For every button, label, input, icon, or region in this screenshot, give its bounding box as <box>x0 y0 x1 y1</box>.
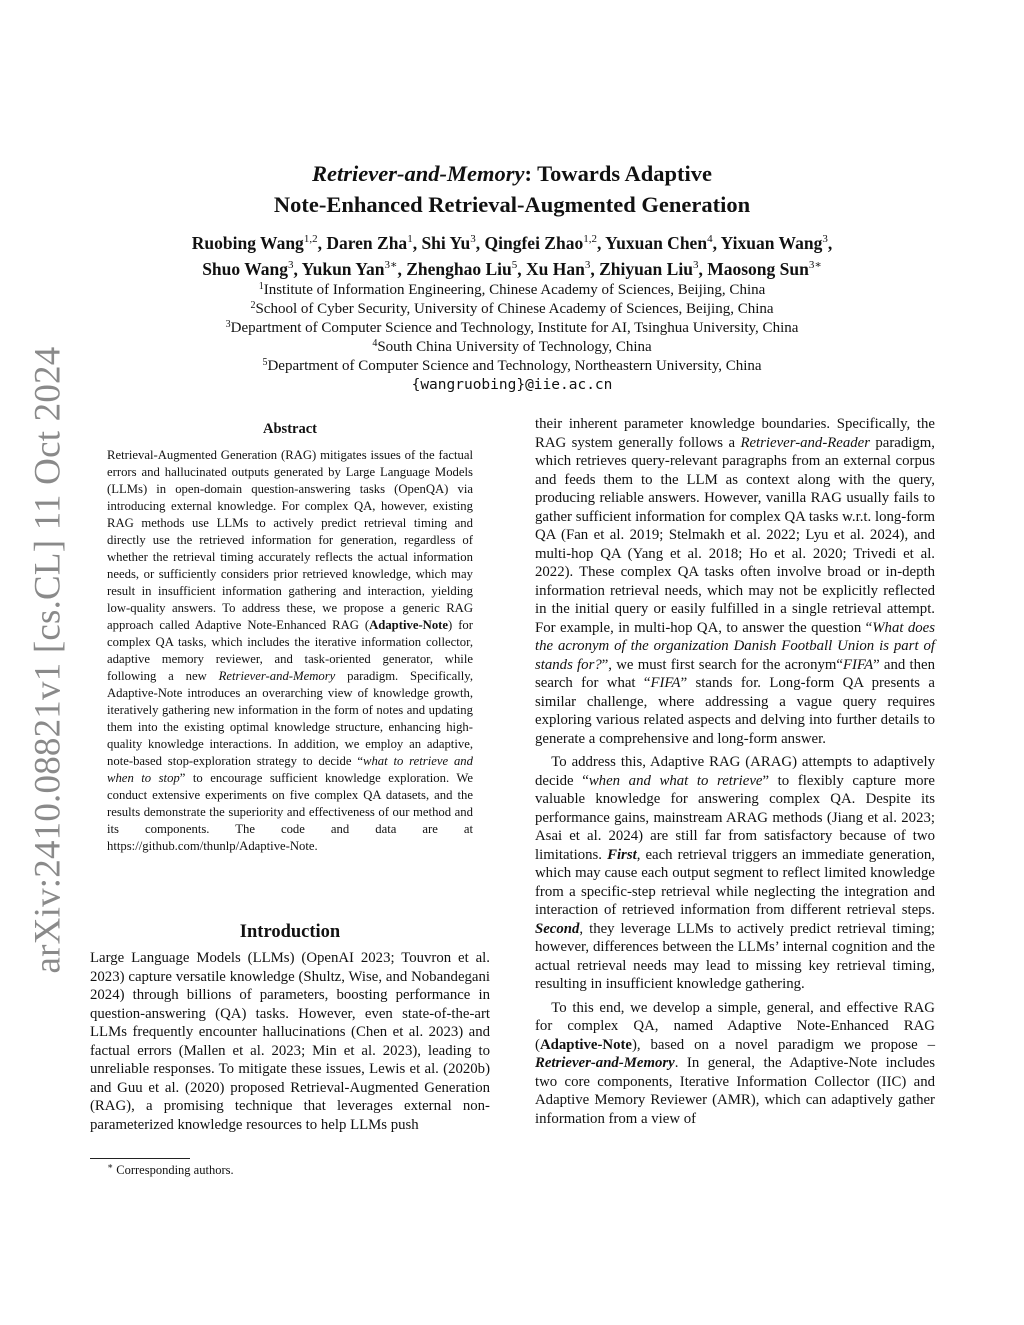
abstract-body <box>107 447 473 855</box>
paragraph-run: , they leverage LLMs to actively predict retrieval timing; however, differences between the LLMs’ internal cognition and the actual retrieval needs may lead to missing key retrieval timing, resulting in insufficient knowledge gathering. <box>535 920 935 992</box>
author-affiliation-mark: 3∗ <box>384 259 398 271</box>
author-affiliation-mark: 1,2 <box>303 233 318 245</box>
author-name: Zhiyuan Liu <box>599 259 693 279</box>
author-affiliation-mark: 3 <box>692 259 699 271</box>
abstract-run: Retriever-and-Memory <box>218 669 336 683</box>
paragraph-run: What does the acronym of the organization Danish Football Union is part of stands for? <box>535 619 935 673</box>
affiliation-text: Department of Computer Science and Technology, Northeastern University, China <box>267 358 762 374</box>
author-name: Yuxuan Chen <box>605 233 708 253</box>
author-affiliation-mark: 3 <box>822 233 828 245</box>
paragraph-run: Retriever-and-Reader <box>740 434 870 451</box>
author-affiliation-mark: 4 <box>707 233 713 245</box>
paragraph-run: FIFA <box>650 675 681 691</box>
author-name: Zhenghao Liu <box>406 259 512 279</box>
paragraph-run-italic: Retriever-and-Memory <box>535 1055 675 1071</box>
affiliation-text: Department of Computer Science and Technology, Institute for AI, Tsinghua University, China <box>230 320 799 336</box>
author-affiliation-mark: 3 <box>584 259 591 271</box>
author-name: Maosong Sun <box>707 259 809 279</box>
affiliation-text: School of Cyber Security, University of Chinese Academy of Sciences, Beijing, China <box>255 301 774 317</box>
body-paragraph <box>535 999 935 1129</box>
paragraph-run: To this end, we develop a simple, general, and effective RAG for complex QA, named Adaptive Note-Enhanced RAG ( <box>535 999 935 1053</box>
body-paragraph <box>535 753 935 994</box>
paragraph-run: paradigm, which retrieves query-relevant paragraphs from an external corpus and feeds them to the LLM as context along with the query, producing reliable answers. However, vanilla RAG usually fails to gather sufficient information for complex QA tasks w.r.t. long-form QA (Fan et al. 2019; Stelmakh et al. 2022; Lyu et al. 2024), and multi-hop QA (Yang et al. 2018; Ho et al. 2020; Trivedi et al. 2022). These complex QA tasks often involve broad or in-depth information retrieval needs, which may not be explicitly reflected in the initial query or easily fulfilled in a single retrieval attempt. For example, in multi-hop QA, to answer the question “ <box>535 434 935 636</box>
paragraph-run: when and what to retrieve <box>588 772 763 789</box>
footnote-text: Corresponding authors. <box>116 1163 234 1177</box>
paragraph-run: ”, we must first search for the acronym“ <box>601 656 843 673</box>
paragraph-run: ” and then search for what “ <box>535 656 935 691</box>
abstract-run: what to retrieve and when to stop <box>107 754 473 785</box>
abstract-run: paradigm. Specifically, Adaptive-Note introduces an overarching view of knowledge growth, iteratively gathering new information in the form of notes and updating them into the existing optimal knowledge structure, enhancing high-quality knowledge interactions. In addition, we employ an adaptive, note-based stop-exploration strategy to decide “ <box>107 669 474 768</box>
affiliation-mark: 5 <box>262 357 268 368</box>
introduction-heading: Introduction <box>239 922 341 942</box>
paragraph-run: . In general, the Adaptive-Note includes two core components, Iterative Information Collector (IIC) and Adaptive Memory Reviewer (AMR), which can adaptively gather information from a view of <box>535 1055 935 1127</box>
paragraph-run <box>535 921 579 937</box>
author-name: Qingfei Zhao <box>484 233 584 253</box>
author-affiliation-mark: 5 <box>511 259 518 271</box>
abstract-run: Adaptive-Note <box>369 618 449 632</box>
author-name: Yixuan Wang <box>720 233 823 253</box>
affiliation-line <box>90 357 934 376</box>
paragraph-run-italic: Second <box>535 920 580 937</box>
paragraph-run: To address this, Adaptive RAG (ARAG) attempts to adaptively decide “ <box>535 754 935 789</box>
affiliation-text: South China University of Technology, China <box>377 339 652 355</box>
affiliation-mark: 2 <box>250 300 256 311</box>
affiliation-line <box>90 338 934 357</box>
arxiv-identifier: arXiv:2410.08821v1 [cs.CL] 11 Oct 2024 <box>27 346 69 974</box>
author-affiliation-mark: 3∗ <box>808 259 822 271</box>
right-column-body <box>535 415 935 1128</box>
abstract-run: ” to encourage sufficient knowledge exploration. We conduct extensive experiments on five complex QA datasets, and the results demonstrate the superiority and effectiveness of our method and its components. The code and data are at https://github.com/thunlp/Adaptive-Note. <box>107 771 473 853</box>
paragraph-run: their inherent parameter knowledge boundaries. Specifically, the RAG system generally follows a <box>535 416 935 451</box>
paragraph-run <box>535 1055 675 1071</box>
affiliation-line <box>90 319 934 338</box>
abstract-run: ) for complex QA tasks, which includes the iterative information collector, adaptive memory reviewer, and task-oriented generator, while following a new <box>107 618 473 683</box>
affiliation-line <box>90 281 934 300</box>
author-name: Ruobing Wang <box>191 233 304 253</box>
author-name: Xu Han <box>525 259 585 279</box>
footnote-mark: ∗ <box>107 1161 114 1171</box>
title-line1-rest: : Towards Adaptive <box>524 161 713 186</box>
affiliation-mark: 3 <box>225 319 231 330</box>
title-italic-part: Retriever-and-Memory <box>311 161 525 186</box>
affiliation-mark: 4 <box>372 338 378 349</box>
affiliation-line <box>90 300 934 319</box>
paragraph-run: ), based on a novel paradigm we propose – <box>632 1036 935 1053</box>
introduction-paragraph: Large Language Models (LLMs) (OpenAI 2023; Touvron et al. 2023) capture versatile knowledge (Shultz, Wise, and Nobandegani 2024) through billions of parameters, boosting performance in question-answering (QA) tasks. However, even state-of-the-art LLMs frequently encounter hallucinations (Chen et al. 2023) and factual errors (Mallen et al. 2023; Min et al. 2023), leading to unreliable responses. To mitigate these issues, Lewis et al. (2020b) and Guu et al. (2020) proposed Retrieval-Augmented Generation (RAG), a promising technique that leverages external non-parameterized knowledge resources to help LLMs push <box>90 950 490 1133</box>
contact-email: {wangruobing}@iie.ac.cn <box>411 377 613 393</box>
affiliations <box>90 281 934 395</box>
paper-title <box>90 158 934 220</box>
affiliation-text: Institute of Information Engineering, Chinese Academy of Sciences, Beijing, China <box>263 282 766 298</box>
paragraph-run: ” to flexibly capture more valuable knowledge for answering complex QA. Despite its performance gains, mainstream ARAG methods (Jiang et al. 2023; Asai et al. 2024) are still far from satisfactory because of two limitations. <box>535 772 935 863</box>
author-affiliation-mark: 1 <box>407 233 413 245</box>
paragraph-run: Adaptive-Note <box>539 1036 632 1053</box>
author-name: Shuo Wang <box>202 259 288 279</box>
author-affiliation-mark: 3 <box>470 233 476 245</box>
author-affiliation-mark: 1,2 <box>583 233 597 245</box>
body-paragraph <box>535 415 935 748</box>
author-name: Daren Zha <box>326 233 408 253</box>
abstract-run: Retrieval-Augmented Generation (RAG) mitigates issues of the factual errors and hallucinated outputs generated by Large Language Models (LLMs) in open-domain question-answering tasks (OpenQA) via introducing external knowledge. For complex QA, however, existing RAG methods use LLMs to actively predict retrieval timing and directly use the retrieved information for generation, regardless of whether the retrieval timing accurately reflects the actual information needs, or sufficiently considers prior retrieved knowledge, which may result in insufficient information gathering and interaction, yielding low-quality answers. To address these, we propose a generic RAG approach called Adaptive Note-Enhanced RAG ( <box>107 448 473 632</box>
paragraph-run: FIFA <box>842 656 874 673</box>
author-list: Ruobing Wang$^{1,2}$, Daren Zha$^1$, Shi Yu$^3$, Qingfei Zhao$^{1,2}$, Yuxuan Chen$^4$, Yixuan Wang$^3$, Shuo Wang$^3$, Yukun Yan$^{3∗}$, Zhenghao Liu$^5$, Xu Han$^3$, Zhiyuan Liu$^3$, Maosong Sun$^{3∗}$ <box>191 233 833 279</box>
title-line2: Note-Enhanced Retrieval-Augmented Generation <box>273 192 751 217</box>
affiliation-mark: 1 <box>258 281 264 292</box>
paragraph-run: , each retrieval triggers an immediate generation, which may cause each output segment to reflect limited knowledge from a specific-step retrieval while neglecting the integration and interaction of retrieved information from different retrieval steps. <box>535 846 935 918</box>
footnote-rule <box>90 1158 190 1159</box>
paragraph-run-italic: First <box>607 846 637 863</box>
footnote <box>107 1162 234 1178</box>
author-affiliation-mark: 3 <box>287 259 294 271</box>
author-name: Shi Yu <box>421 233 471 253</box>
paragraph-run: ” stands for. Long-form QA presents a similar challenge, where addressing a vague query requires exploring various related aspects and delving into further details to generate a comprehensive and long-form answer. <box>535 675 935 747</box>
paragraph-run <box>607 847 637 863</box>
author-name: Yukun Yan <box>301 259 385 279</box>
abstract-heading: Abstract <box>263 421 317 437</box>
